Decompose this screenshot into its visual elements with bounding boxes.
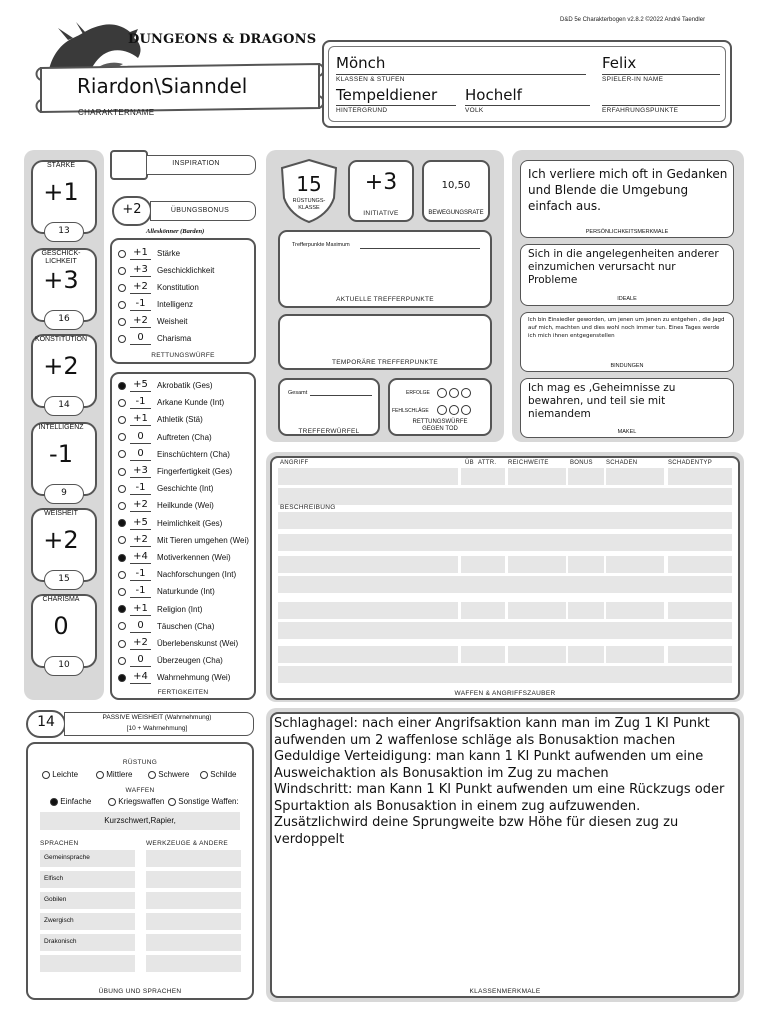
attack-column-header: SCHADENTYP	[668, 460, 713, 466]
weapons-label: WAFFEN	[125, 787, 155, 794]
saving-throw-modifier[interactable]: +2	[130, 281, 151, 294]
features-footer: KLASSENMERKMALE	[469, 988, 541, 995]
death-saves-label: RETTUNGSWÜRFE GEGEN TOD	[412, 419, 468, 432]
checkbox-circle-icon[interactable]	[200, 771, 208, 779]
proficiency-circle-icon[interactable]	[118, 250, 126, 258]
proficiency-circle-icon[interactable]	[118, 450, 126, 458]
skill-name: Arkane Kunde (Int)	[157, 398, 225, 408]
proficiency-circle-icon[interactable]	[118, 502, 126, 510]
armor-class-label: RÜSTUNGS- KLASSE	[292, 198, 326, 211]
skill-row	[118, 497, 214, 514]
proficiency-circle-icon[interactable]	[118, 605, 126, 613]
language-field[interactable]	[40, 892, 135, 909]
attack-field[interactable]	[668, 468, 732, 485]
passive-perception-label: PASSIVE WEISHEIT (Wahrnehmung)	[102, 714, 212, 721]
proficiency-circle-icon[interactable]	[118, 571, 126, 579]
checkbox-circle-icon[interactable]	[108, 798, 116, 806]
ability-modifier[interactable]: +2	[43, 526, 79, 554]
bonds-label: BINDUNGEN	[610, 363, 644, 369]
skill-row	[118, 532, 249, 549]
hit-dice-label: TREFFERWÜRFEL	[298, 428, 360, 435]
proficiency-circle-icon[interactable]	[118, 318, 126, 326]
attack-field[interactable]	[278, 602, 458, 619]
ability-name: STÄRKE	[46, 162, 75, 169]
initiative-label: INITIATIVE	[363, 210, 399, 217]
armor-option[interactable]	[96, 770, 132, 779]
attack-description-field[interactable]	[278, 512, 732, 529]
armor-option-label: Mittlere	[106, 770, 133, 779]
ability-score[interactable]: 14	[44, 396, 84, 416]
skill-modifier[interactable]: 0	[130, 654, 151, 667]
inspiration-label: INSPIRATION	[172, 160, 220, 167]
checkbox-circle-icon[interactable]	[148, 771, 156, 779]
proficiency-circle-icon[interactable]	[118, 640, 126, 648]
weapon-option-label: Einfache	[60, 797, 92, 806]
skill-modifier[interactable]: 0	[130, 620, 151, 633]
attack-description-field[interactable]	[278, 666, 732, 683]
skill-row	[118, 566, 236, 583]
death-success-circle[interactable]	[449, 388, 459, 398]
race-value[interactable]: Hochelf	[465, 86, 522, 104]
proficiency-circle-icon[interactable]	[118, 622, 126, 630]
skill-row	[118, 411, 203, 428]
skill-modifier[interactable]: +2	[130, 499, 151, 512]
skill-name: Überzeugen (Cha)	[157, 656, 223, 666]
skill-modifier[interactable]: +5	[130, 379, 151, 392]
skill-name: Heimlichkeit (Ges)	[157, 518, 223, 528]
tool-field[interactable]	[146, 934, 241, 951]
proficiency-circle-icon[interactable]	[118, 468, 126, 476]
ability-score[interactable]: 16	[44, 310, 84, 330]
skill-modifier[interactable]: +1	[130, 603, 151, 616]
attack-field[interactable]	[568, 646, 604, 663]
attack-description-field[interactable]	[278, 488, 732, 505]
proficiency-circle-icon[interactable]	[118, 657, 126, 665]
inspiration-box[interactable]	[110, 150, 148, 180]
death-success-circle[interactable]	[437, 388, 447, 398]
attack-column-header: REICHWEITE	[508, 460, 549, 466]
ability-block	[28, 248, 100, 332]
attack-field[interactable]	[668, 556, 732, 573]
saving-throw-row	[118, 313, 188, 330]
armor-option-label: Schwere	[158, 770, 190, 779]
saving-throw-name: Intelligenz	[157, 300, 194, 309]
logo-text: DUNGEONS & DRAGONS	[128, 32, 317, 47]
attack-field[interactable]	[508, 468, 566, 485]
character-name-label: CHARAKTERNAME	[78, 108, 155, 117]
ideals-text: Sich in die angelegenheiten anderer einzumichen verursacht nur Probleme	[528, 248, 719, 286]
language-field[interactable]	[40, 934, 135, 951]
skill-modifier[interactable]: 0	[130, 448, 151, 461]
flaws-label: MAKEL	[617, 429, 637, 435]
proficiency-circle-icon[interactable]	[118, 382, 126, 390]
ability-name: WEISHEIT	[44, 510, 78, 517]
attack-field[interactable]	[668, 646, 732, 663]
skill-modifier[interactable]: +2	[130, 637, 151, 650]
saving-throw-modifier[interactable]: 0	[130, 332, 151, 345]
hp-max-label: Trefferpunkte Maximum	[292, 242, 350, 248]
skill-name: Auftreten (Cha)	[157, 432, 212, 442]
temp-hp-label: TEMPORÄRE TREFFERPUNKTE	[331, 359, 439, 366]
ability-block	[28, 160, 100, 244]
proficiency-circle-icon[interactable]	[118, 433, 126, 441]
saving-throw-row	[118, 330, 191, 347]
death-failures-circles[interactable]	[437, 405, 471, 415]
bonds-text: Ich bin Einsiedler geworden, um jenen um jenen zu entgehen , die Jagd auf mich, machten und dies wohl noch immer tun. Eines Tages werde ich mich ihnen entgegenstellen	[528, 317, 725, 339]
saving-throw-name: Stärke	[157, 249, 181, 258]
ability-name: KONSTITUTION	[34, 336, 88, 343]
skill-row	[118, 446, 230, 463]
skill-modifier[interactable]: +1	[130, 413, 151, 426]
proficiency-circle-icon[interactable]	[118, 284, 126, 292]
hit-dice-total-label: Gesamt	[288, 390, 308, 396]
skill-row	[118, 635, 238, 652]
language-field[interactable]	[40, 871, 135, 888]
proficiency-note: Alleskönner (Barden)	[146, 228, 205, 235]
class-label: KLASSEN & STUFEN	[336, 76, 405, 83]
ability-block	[28, 422, 100, 506]
skill-row	[118, 583, 215, 600]
class-value[interactable]: Mönch	[336, 54, 386, 72]
language-value: Drakonisch	[44, 938, 77, 945]
death-failure-circle[interactable]	[437, 405, 447, 415]
ability-score[interactable]: 15	[44, 570, 84, 590]
saving-throw-name: Charisma	[157, 334, 192, 343]
attack-column-header: ÜB	[465, 460, 474, 466]
tool-field[interactable]	[146, 850, 241, 867]
checkbox-circle-icon[interactable]	[96, 771, 104, 779]
death-successes-label: ERFOLGE	[406, 390, 430, 396]
skill-row	[118, 463, 232, 480]
attack-field[interactable]	[278, 646, 458, 663]
armor-label: RÜSTUNG	[122, 759, 158, 766]
attack-field[interactable]	[278, 468, 458, 485]
tool-field[interactable]	[146, 892, 241, 909]
race-label: VOLK	[465, 107, 484, 114]
saving-throw-modifier[interactable]: -1	[130, 298, 151, 311]
traits-text: Ich verliere mich oft in Gedanken und Blende die Umgebung einfach aus.	[528, 167, 728, 213]
skill-name: Täuschen (Cha)	[157, 621, 215, 631]
languages-label: SPRACHEN	[40, 840, 79, 847]
death-successes-circles[interactable]	[437, 388, 471, 398]
attack-field[interactable]	[461, 556, 505, 573]
death-success-circle[interactable]	[461, 388, 471, 398]
skill-modifier[interactable]: +5	[130, 517, 151, 530]
skill-row	[118, 429, 212, 446]
checkbox-circle-icon[interactable]	[42, 771, 50, 779]
sheet-version: D&D 5e Charakterbogen v2.8.2 ©2022 André Taendler	[560, 17, 706, 23]
proficiency-circle-icon[interactable]	[118, 554, 126, 562]
attack-column-header: SCHADEN	[606, 460, 638, 466]
saving-throw-modifier[interactable]: +3	[130, 264, 151, 277]
skill-row	[118, 652, 223, 669]
skill-row	[118, 480, 213, 497]
death-failures-label: FEHLSCHLÄGE	[392, 408, 429, 414]
player-name[interactable]: Felix	[602, 54, 637, 72]
skill-modifier[interactable]: -1	[130, 396, 151, 409]
skill-row	[118, 377, 213, 394]
armor-option[interactable]	[42, 770, 78, 779]
attack-field[interactable]	[668, 602, 732, 619]
attack-description-field[interactable]	[278, 622, 732, 639]
tool-field[interactable]	[146, 955, 241, 972]
skill-row	[118, 394, 224, 411]
ability-modifier[interactable]: +1	[43, 178, 79, 206]
checkbox-circle-icon[interactable]	[168, 798, 176, 806]
skill-modifier[interactable]: +3	[130, 465, 151, 478]
skill-name: Heilkunde (Wei)	[157, 501, 214, 511]
skill-name: Athletik (Stä)	[157, 415, 203, 425]
other-weapons-value: Kurzschwert,Rapier,	[104, 816, 176, 825]
attack-field[interactable]	[606, 468, 664, 485]
language-value: Gemeinsprache	[44, 854, 90, 861]
proficiency-circle-icon[interactable]	[118, 674, 126, 682]
skill-name: Geschichte (Int)	[157, 484, 214, 494]
armor-option[interactable]	[200, 770, 236, 779]
proficiency-label: ÜBUNGSBONUS	[170, 207, 230, 214]
weapon-option-label: Kriegswaffen	[118, 797, 165, 806]
proficiency-circle-icon[interactable]	[118, 335, 126, 343]
tool-field[interactable]	[146, 913, 241, 930]
character-name[interactable]: Riardon\Sianndel	[77, 74, 248, 98]
death-failure-circle[interactable]	[449, 405, 459, 415]
skill-name: Mit Tieren umgehen (Wei)	[157, 535, 249, 545]
initiative-value[interactable]: +3	[364, 170, 398, 195]
current-hp-label: AKTUELLE TREFFERPUNKTE	[336, 296, 434, 303]
proficiency-circle-icon[interactable]	[118, 519, 126, 527]
ideals-label: IDEALE	[617, 296, 637, 302]
flaws-text: Ich mag es ,Geheimnisse zu bewahren, und teil sie mit niemandem	[528, 382, 676, 420]
background-value[interactable]: Tempeldiener	[336, 86, 438, 104]
skill-name: Religion (Int)	[157, 604, 203, 614]
skill-row	[118, 601, 202, 618]
skill-name: Motiverkennen (Wei)	[157, 553, 231, 562]
ability-block	[28, 508, 100, 592]
ability-score[interactable]: 13	[44, 222, 84, 242]
proficiency-circle-icon[interactable]	[118, 416, 126, 424]
ability-block	[28, 594, 100, 678]
attack-description-field[interactable]	[278, 576, 732, 593]
armor-option[interactable]	[148, 770, 189, 779]
speed-value[interactable]: 10,50	[441, 180, 471, 191]
ability-name: GESCHICK- LICHKEIT	[41, 250, 81, 265]
attack-field[interactable]	[508, 646, 566, 663]
armor-option-label: Leichte	[52, 770, 79, 779]
language-field[interactable]	[40, 850, 135, 867]
skill-modifier[interactable]: -1	[130, 482, 151, 495]
player-label: SPIELER-IN NAME	[602, 76, 664, 83]
language-value: Elfisch	[44, 875, 64, 882]
attack-field[interactable]	[568, 556, 604, 573]
ability-modifier[interactable]: 0	[53, 612, 69, 640]
weapon-option-label: Sonstige Waffen:	[178, 797, 239, 806]
skill-name: Akrobatik (Ges)	[157, 381, 213, 390]
ability-score[interactable]: 10	[44, 656, 84, 676]
attack-field[interactable]	[606, 602, 664, 619]
attack-field[interactable]	[606, 556, 664, 573]
attack-field[interactable]	[568, 468, 604, 485]
attack-field[interactable]	[606, 646, 664, 663]
traits-label: PERSÖNLICHKEITSMERKMALE	[585, 229, 669, 235]
skill-modifier[interactable]: +2	[130, 534, 151, 547]
skill-name: Einschüchtern (Cha)	[157, 449, 230, 459]
saving-throw-row	[118, 296, 193, 313]
attack-column-header: ANGRIFF	[280, 460, 309, 466]
language-field[interactable]	[40, 955, 135, 972]
language-field[interactable]	[40, 913, 135, 930]
proficiency-circle-icon[interactable]	[118, 267, 126, 275]
proficiency-circle-icon[interactable]	[118, 399, 126, 407]
features-text: Schlaghagel: nach einer Angrifsaktion kann man im Zug 1 KI Punkt aufwenden um 2 waffenlose schläge als Bonusaktion machen Geduldige Verteidigung: man kann 1 KI Punkt aufwenden um eine Ausweichaktion als Bonusaktion im Zug zu machen Windschritt: man Kann 1 KI Punkt aufwenden um eine Rückzugs oder Spurtaktion als Bonusaktion in einem zug aufzuwenden. Zusätzlichwird deine Sprungweite bzw Höhe für diesen zug zu verdoppelt	[274, 716, 725, 847]
skill-modifier[interactable]: +4	[130, 551, 151, 564]
attack-field[interactable]	[461, 602, 505, 619]
skill-row	[118, 515, 222, 532]
attack-column-header: BONUS	[570, 460, 593, 466]
tools-label: WERKZEUGE & ANDERE	[146, 840, 228, 847]
proficiency-circle-icon[interactable]	[118, 588, 126, 596]
attack-field[interactable]	[461, 646, 505, 663]
attack-field[interactable]	[508, 602, 566, 619]
proficiency-value[interactable]: +2	[122, 202, 142, 217]
proficiencies-footer: ÜBUNG UND SPRACHEN	[98, 988, 182, 995]
skill-modifier[interactable]: 0	[130, 431, 151, 444]
checkbox-circle-icon[interactable]	[50, 798, 58, 806]
skill-name: Fingerfertigkeit (Ges)	[157, 467, 233, 476]
attack-field[interactable]	[278, 556, 458, 573]
skill-name: Nachforschungen (Int)	[157, 570, 237, 580]
armor-option-label: Schilde	[210, 770, 237, 779]
language-value: Gobilen	[44, 896, 67, 903]
skill-row	[118, 669, 230, 686]
saving-throw-row	[118, 245, 180, 262]
tool-field[interactable]	[146, 871, 241, 888]
passive-perception-value[interactable]: 14	[37, 714, 55, 730]
death-failure-circle[interactable]	[461, 405, 471, 415]
saving-throw-name: Weisheit	[157, 317, 188, 326]
attack-field[interactable]	[461, 468, 505, 485]
proficiency-circle-icon[interactable]	[118, 485, 126, 493]
ability-block	[28, 334, 100, 418]
proficiency-circle-icon[interactable]	[118, 536, 126, 544]
skill-name: Wahrnehmung (Wei)	[157, 673, 231, 683]
attack-field[interactable]	[568, 602, 604, 619]
saving-throw-row	[118, 279, 199, 296]
attacks-description-label: BESCHREIBUNG	[280, 504, 336, 511]
skill-row	[118, 618, 214, 635]
saving-throw-modifier[interactable]: +2	[130, 315, 151, 328]
skill-modifier[interactable]: +4	[130, 671, 151, 684]
speed-label: BEWEGUNGSRATE	[428, 210, 484, 216]
saving-throw-name: Konstitution	[157, 283, 199, 292]
saving-throw-row	[118, 262, 214, 279]
ability-name: INTELLIGENZ	[38, 424, 84, 431]
ability-name: CHARISMA	[42, 596, 80, 603]
skills-label: FERTIGKEITEN	[157, 689, 209, 696]
xp-label: ERFAHRUNGSPUNKTE	[602, 107, 679, 114]
attack-field[interactable]	[508, 556, 566, 573]
attacks-footer: WAFFEN & ANGRIFFSZAUBER	[454, 690, 556, 697]
skill-name: Überlebenskunst (Wei)	[157, 639, 239, 648]
attack-column-header: ATTR.	[478, 460, 497, 466]
weapon-option[interactable]	[108, 797, 164, 806]
passive-perception-sub: [10 + Wahrnehmung]	[126, 725, 188, 732]
background-label: HINTERGRUND	[336, 107, 388, 114]
proficiency-circle-icon[interactable]	[118, 301, 126, 309]
armor-class-value[interactable]: 15	[296, 172, 322, 196]
ability-modifier[interactable]: +2	[43, 352, 79, 380]
weapon-option[interactable]	[168, 797, 239, 806]
ability-modifier[interactable]: +3	[43, 266, 79, 294]
ability-score[interactable]: 9	[44, 484, 84, 504]
attack-description-field[interactable]	[278, 534, 732, 551]
skill-modifier[interactable]: -1	[130, 568, 151, 581]
weapon-option[interactable]	[50, 797, 91, 806]
ability-modifier[interactable]: -1	[49, 440, 73, 468]
saving-throws-label: RETTUNGSWÜRFE	[151, 352, 215, 359]
language-value: Zwergisch	[44, 917, 74, 924]
skill-row	[118, 549, 231, 566]
saving-throw-modifier[interactable]: +1	[130, 247, 151, 260]
skill-name: Naturkunde (Int)	[157, 587, 215, 597]
skill-modifier[interactable]: -1	[130, 585, 151, 598]
saving-throw-name: Geschicklichkeit	[157, 266, 215, 275]
